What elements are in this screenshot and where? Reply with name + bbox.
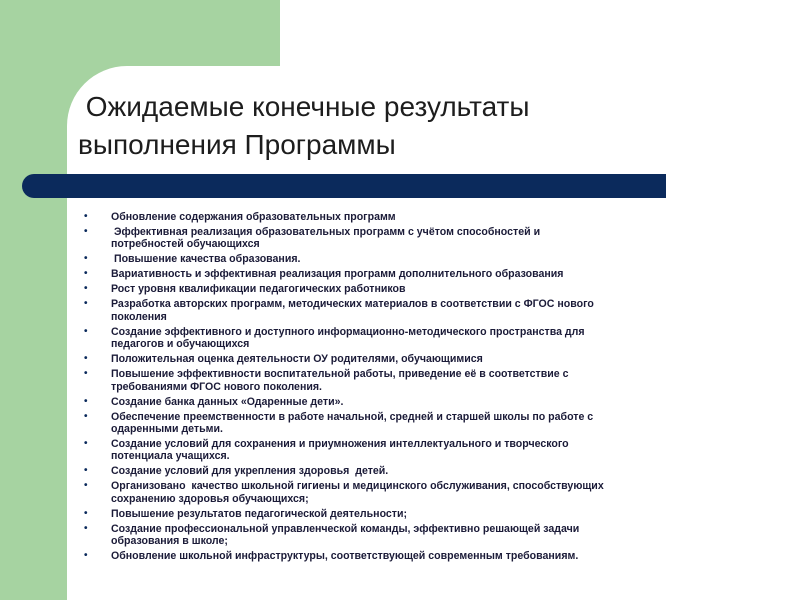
slide-title-line-2: выполнения Программы	[78, 129, 396, 160]
list-item	[84, 465, 744, 477]
list-item-text: Эффективная реализация образовательных программ с учётом способностей и потребностей обучающихся	[111, 226, 541, 251]
list-item-text: Создание банка данных «Одаренные дети».	[111, 395, 344, 408]
list-item	[84, 226, 744, 251]
bullet-icon: •	[84, 550, 88, 562]
list-item	[84, 523, 744, 548]
list-item	[84, 211, 744, 223]
bullet-icon: •	[84, 353, 88, 365]
bullet-icon: •	[84, 226, 88, 237]
bullet-icon: •	[84, 480, 88, 492]
list-item	[84, 396, 744, 408]
list-item	[84, 283, 744, 295]
list-item-text: Создание условий для укрепления здоровья детей.	[111, 465, 389, 478]
list-item-text: Вариативность и эффективная реализация программ дополнительного образования	[111, 268, 564, 281]
list-item-text: Повышение результатов педагогической деятельности;	[111, 507, 408, 520]
list-item	[84, 268, 744, 280]
bullet-icon: •	[84, 368, 88, 380]
slide-title-line-1: Ожидаемые конечные результаты	[78, 91, 530, 122]
bullet-icon: •	[84, 438, 88, 450]
bullet-icon: •	[84, 410, 88, 422]
list-item	[84, 480, 744, 505]
list-item	[84, 438, 744, 463]
bullet-icon: •	[84, 465, 88, 477]
list-item-text: Организовано качество школьной гигиены и медицинского обслуживания, способствующих сохранению здоровья обучающихся;	[111, 480, 604, 505]
list-item-text: Создание эффективного и доступного информационно-методического пространства для педагогов и обучающихся	[111, 325, 585, 351]
bullet-icon: •	[84, 283, 88, 295]
list-item	[84, 253, 744, 265]
list-item-text: Создание условий для сохранения и приумножения интеллектуального и творческого потенциала учащихся.	[111, 438, 569, 463]
list-item-text: Обновление школьной инфраструктуры, соответствующей современным требованиям.	[111, 550, 579, 563]
bullet-icon: •	[84, 507, 88, 519]
list-item	[84, 550, 744, 562]
title-underline-bar	[22, 174, 666, 198]
bullet-icon: •	[84, 253, 88, 265]
list-item	[84, 353, 744, 365]
slide-title	[78, 88, 678, 164]
list-item	[84, 326, 744, 351]
list-item-text: Обновление содержания образовательных программ	[111, 211, 396, 223]
list-item-text: Повышение эффективности воспитательной работы, приведение её в соответствие с требованиями ФГОС нового поколения.	[111, 368, 569, 393]
list-item	[84, 508, 744, 520]
list-item	[84, 411, 744, 436]
bullet-icon: •	[84, 522, 88, 534]
bullet-icon: •	[84, 395, 88, 407]
list-item-text: Разработка авторских программ, методических материалов в соответствии с ФГОС нового поколения	[111, 298, 594, 323]
bullet-icon: •	[84, 298, 88, 310]
list-item	[84, 298, 744, 323]
results-list	[84, 211, 744, 565]
bullet-icon: •	[84, 211, 88, 222]
list-item-text: Обеспечение преемственности в работе начальной, средней и старшей школы по работе с одаренными детьми.	[111, 410, 594, 436]
bullet-icon: •	[84, 325, 88, 337]
list-item	[84, 368, 744, 393]
list-item-text: Повышение качества образования.	[111, 253, 301, 266]
list-item-text: Рост уровня квалификации педагогических работников	[111, 283, 406, 296]
list-item-text: Создание профессиональной управленческой команды, эффективно решающей задачи образования в школе;	[111, 522, 580, 548]
list-item-text: Положительная оценка деятельности ОУ родителями, обучающимися	[111, 353, 483, 366]
bullet-icon: •	[84, 268, 88, 280]
